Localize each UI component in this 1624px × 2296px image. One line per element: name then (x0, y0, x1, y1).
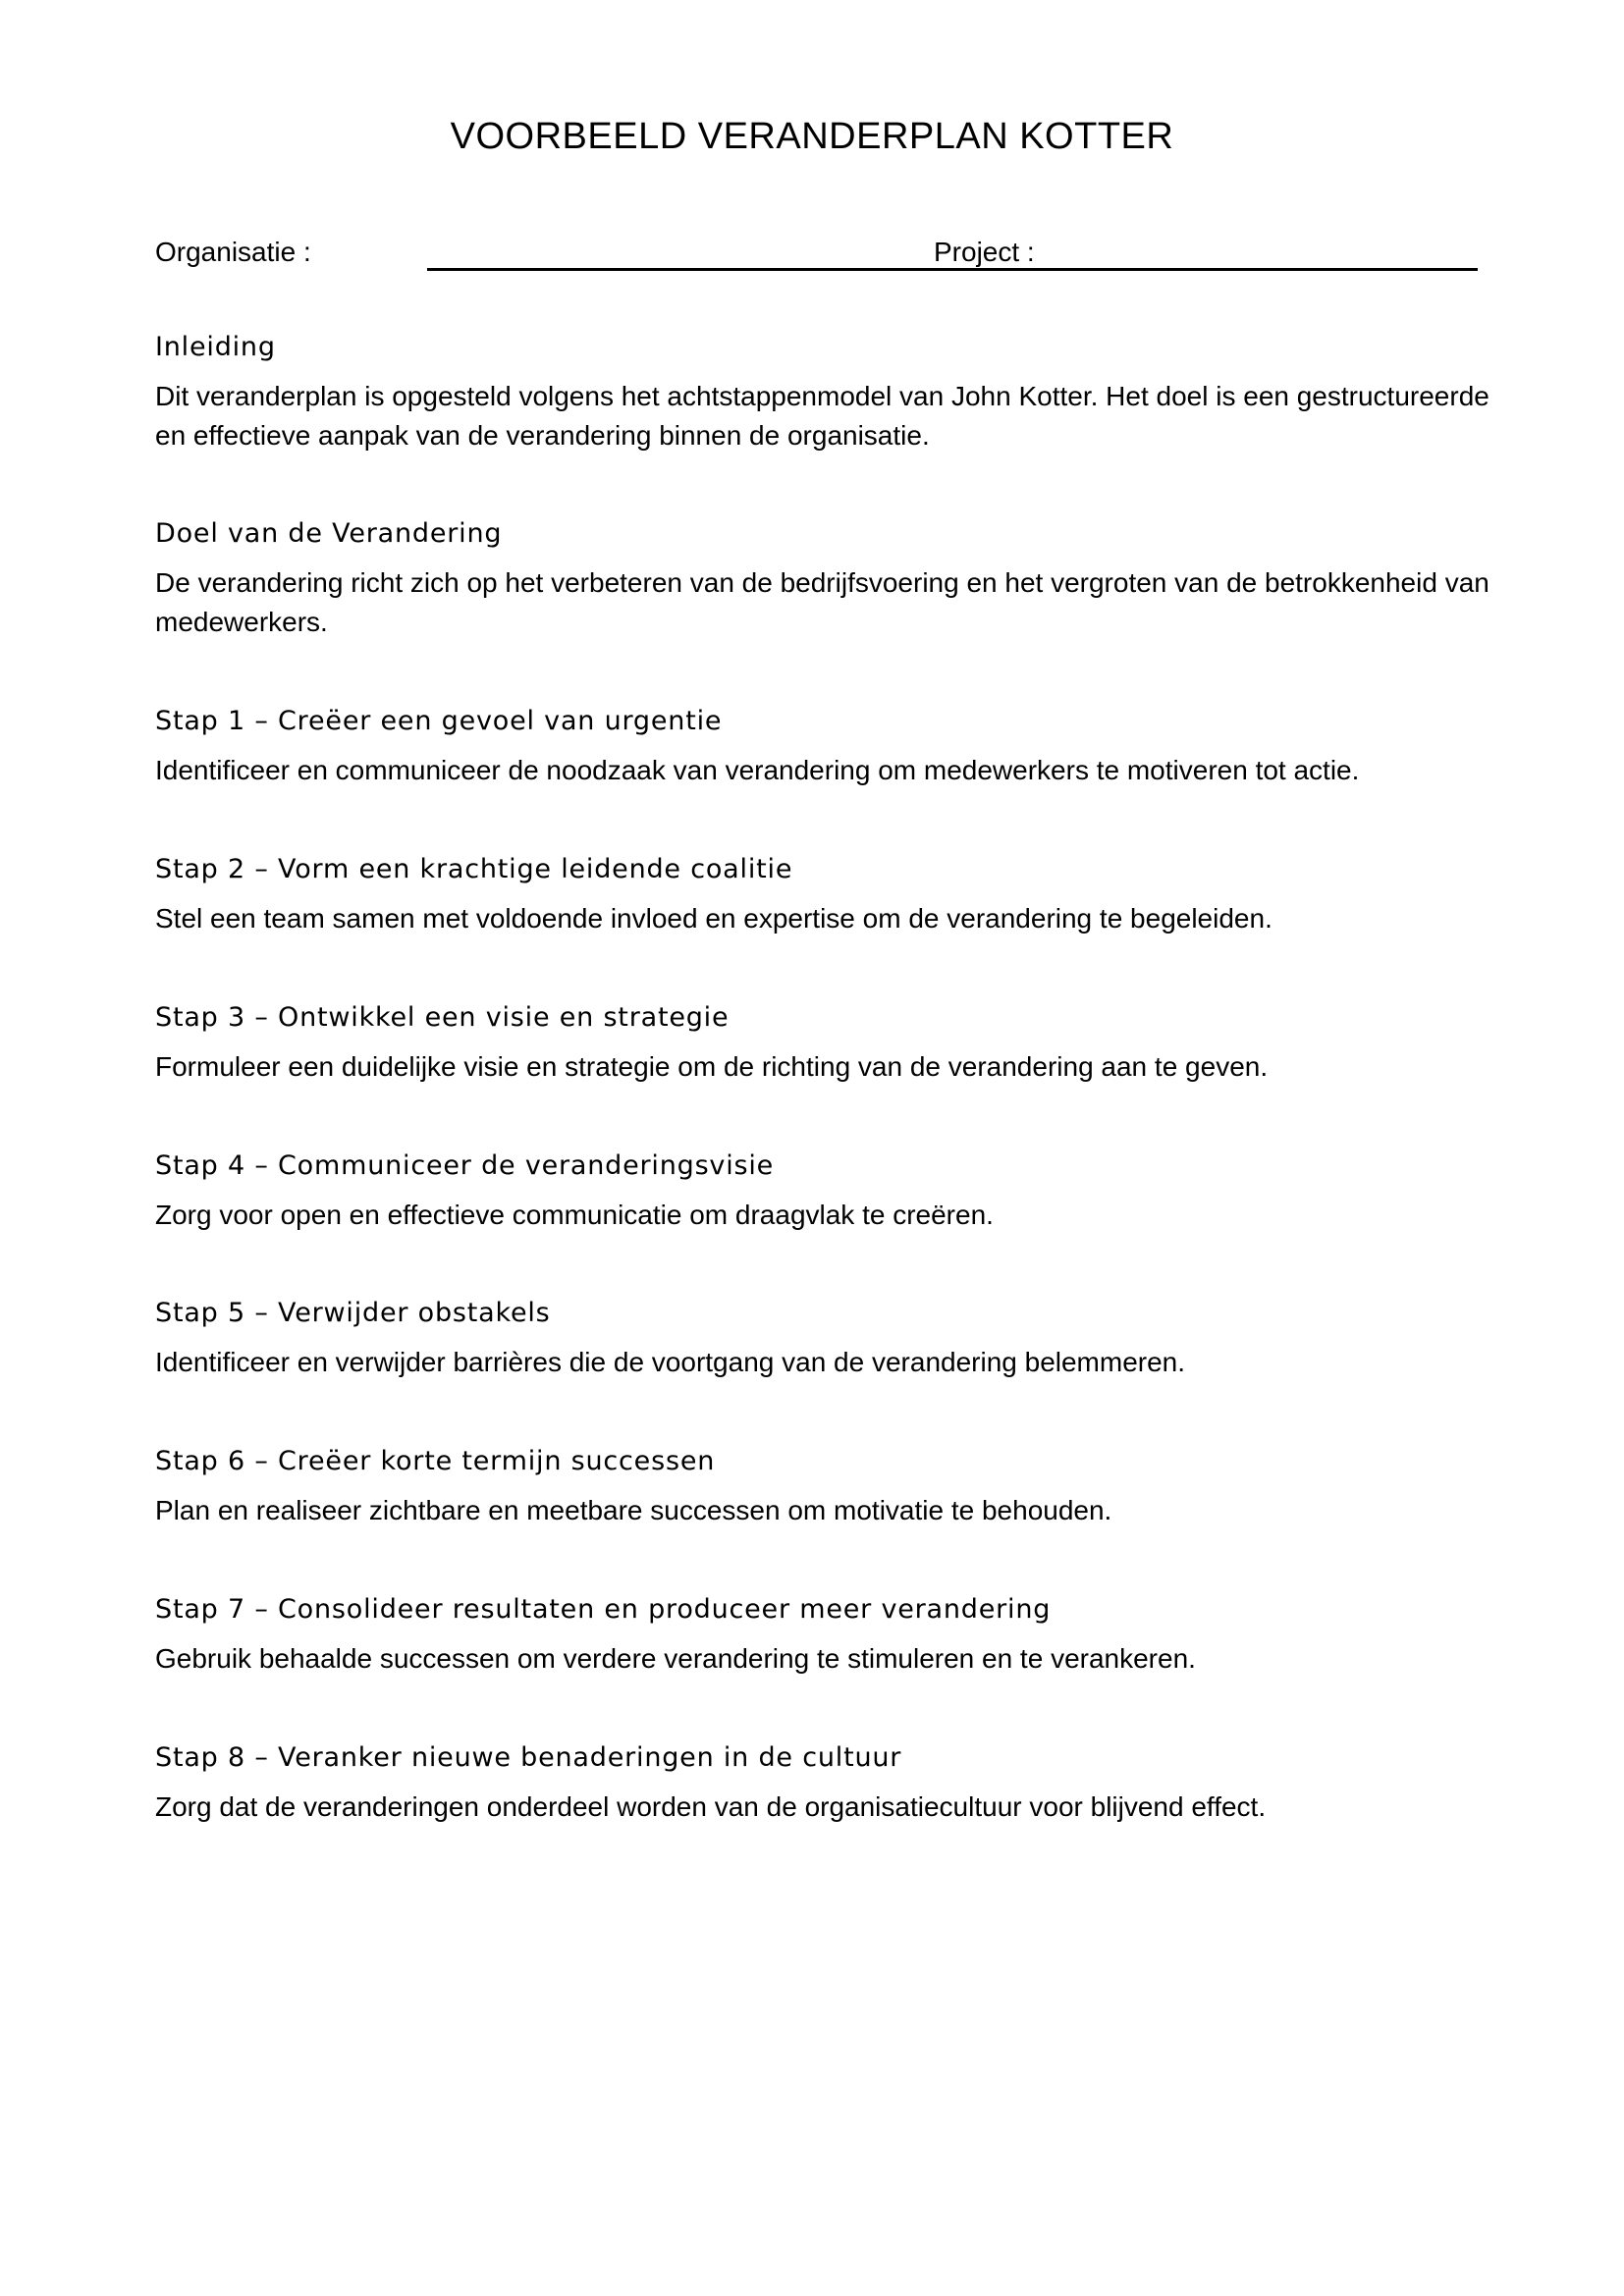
project-label: Project : (934, 237, 1035, 267)
section-text: Zorg dat de veranderingen onderdeel worden van de organisatiecultuur voor blijvend effect. (155, 1791, 1267, 1822)
section-text: De verandering richt zich op het verbeteren van de bedrijfsvoering en het vergroten van de betrokkenheid van medewerkers. (155, 567, 1489, 637)
fill-in-line[interactable] (427, 268, 1478, 271)
section-text: Dit veranderplan is opgesteld volgens het achtstappenmodel van John Kotter. Het doel is een gestructureerde en effectieve aanpak van de verandering binnen de organisatie. (155, 381, 1489, 451)
section-heading: Stap 2 – Vorm een krachtige leidende coalitie (155, 854, 793, 884)
section-stap-4 (155, 1150, 1490, 1235)
organisatie-label: Organisatie : (155, 237, 311, 267)
section-stap-7 (155, 1594, 1490, 1679)
section-stap-6 (155, 1446, 1490, 1530)
section-heading: Stap 6 – Creëer korte termijn successen (155, 1446, 716, 1476)
section-text: Identificeer en verwijder barrières die de voortgang van de verandering belemmeren. (155, 1347, 1186, 1377)
section-stap-5 (155, 1298, 1490, 1382)
section-heading: Stap 1 – Creëer een gevoel van urgentie (155, 706, 723, 736)
section-text: Plan en realiseer zichtbare en meetbare successen om motivatie te behouden. (155, 1495, 1112, 1525)
section-heading: Stap 3 – Ontwikkel een visie en strategie (155, 1002, 730, 1033)
section-stap-8 (155, 1742, 1490, 1827)
section-text: Zorg voor open en effectieve communicatie om draagvlak te creëren. (155, 1200, 994, 1230)
section-stap-3 (155, 1002, 1490, 1087)
section-inleiding (155, 332, 1490, 455)
section-heading: Doel van de Verandering (155, 518, 503, 549)
section-text: Identificeer en communiceer de noodzaak van verandering om medewerkers te motiveren tot actie. (155, 755, 1360, 785)
section-heading: Stap 7 – Consolideer resultaten en produceer meer verandering (155, 1594, 1052, 1625)
section-text: Gebruik behaalde successen om verdere verandering te stimuleren en te verankeren. (155, 1643, 1196, 1674)
section-heading: Stap 4 – Communiceer de veranderingsvisie (155, 1150, 775, 1181)
section-heading: Stap 8 – Veranker nieuwe benaderingen in de cultuur (155, 1742, 902, 1773)
section-heading: Inleiding (155, 332, 276, 362)
section-stap-2 (155, 854, 1490, 938)
section-stap-1 (155, 706, 1490, 790)
section-text: Formuleer een duidelijke visie en strategie om de richting van de verandering aan te geven. (155, 1051, 1269, 1082)
document-title: VOORBEELD VERANDERPLAN KOTTER (450, 116, 1174, 157)
section-text: Stel een team samen met voldoende invloed en expertise om de verandering te begeleiden. (155, 903, 1272, 934)
section-heading: Stap 5 – Verwijder obstakels (155, 1298, 551, 1328)
section-doel (155, 518, 1490, 642)
